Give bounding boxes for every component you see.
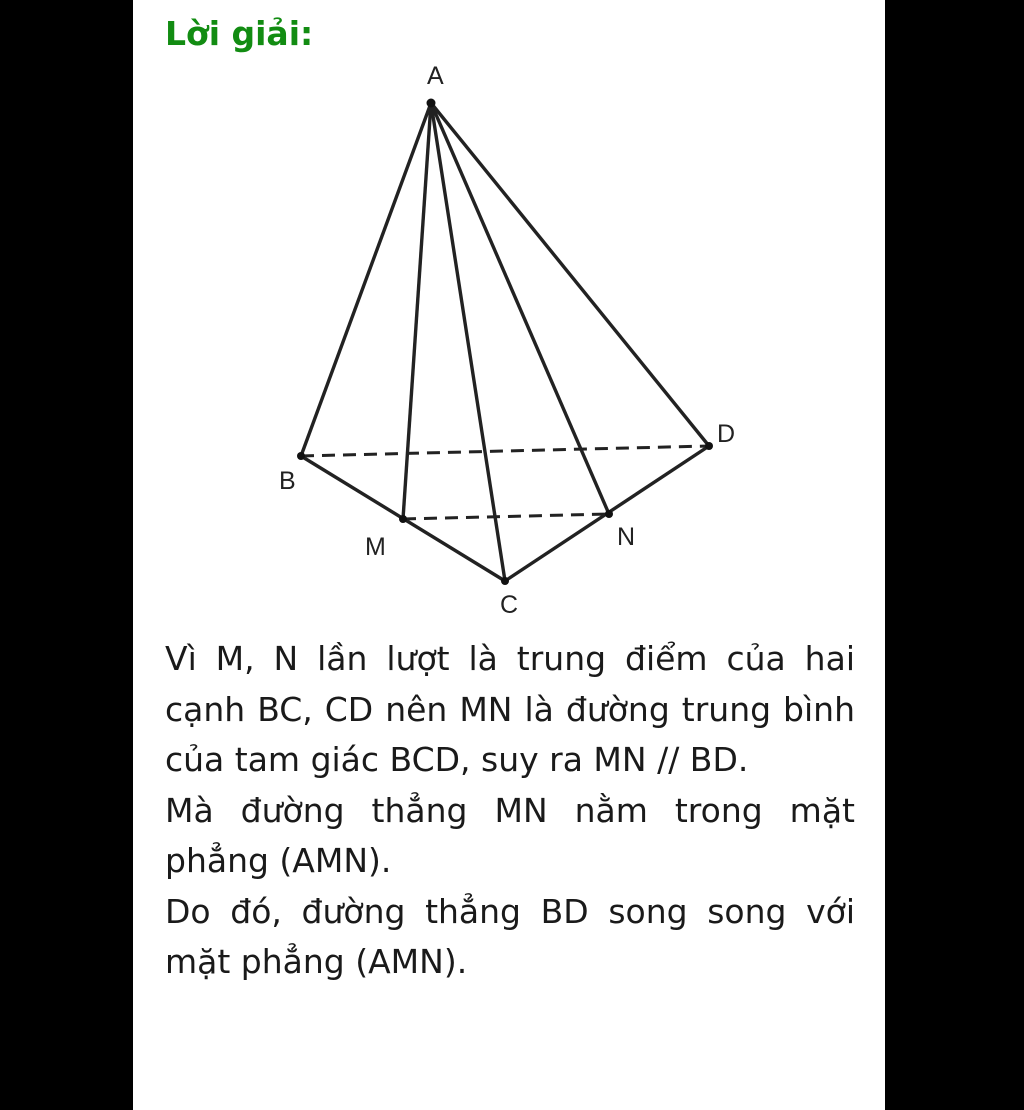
label-c: C — [500, 591, 519, 619]
paragraph-line-in-plane: Mà đường thẳng MN nằm trong mặt phẳng (AMN). — [165, 790, 855, 880]
solution-text — [165, 634, 855, 988]
label-a: A — [427, 62, 444, 90]
segment-mn-dashed — [403, 514, 609, 519]
pyramid-figure — [133, 0, 885, 630]
label-b: B — [279, 467, 296, 495]
edge-bd-dashed — [301, 446, 709, 456]
vertex-c — [501, 577, 509, 585]
point-m — [399, 515, 407, 523]
solution-page — [133, 0, 885, 1110]
vertex-d — [705, 442, 713, 450]
edge-ad — [431, 103, 709, 446]
paragraph-conclusion: Do đó, đường thẳng BD song song với mặt phẳng (AMN). — [165, 891, 855, 981]
edge-ac — [431, 103, 505, 581]
label-d: D — [717, 420, 736, 448]
solution-heading: Lời giải: — [165, 14, 314, 53]
point-n — [605, 510, 613, 518]
label-m: M — [365, 533, 386, 561]
label-n: N — [617, 523, 636, 551]
vertex-b — [297, 452, 305, 460]
paragraph-midline: Vì M, N lần lượt là trung điểm của hai cạnh BC, CD nên MN là đường trung bình của tam giác BCD, suy ra MN // BD. — [165, 639, 855, 779]
vertex-a — [427, 99, 436, 108]
